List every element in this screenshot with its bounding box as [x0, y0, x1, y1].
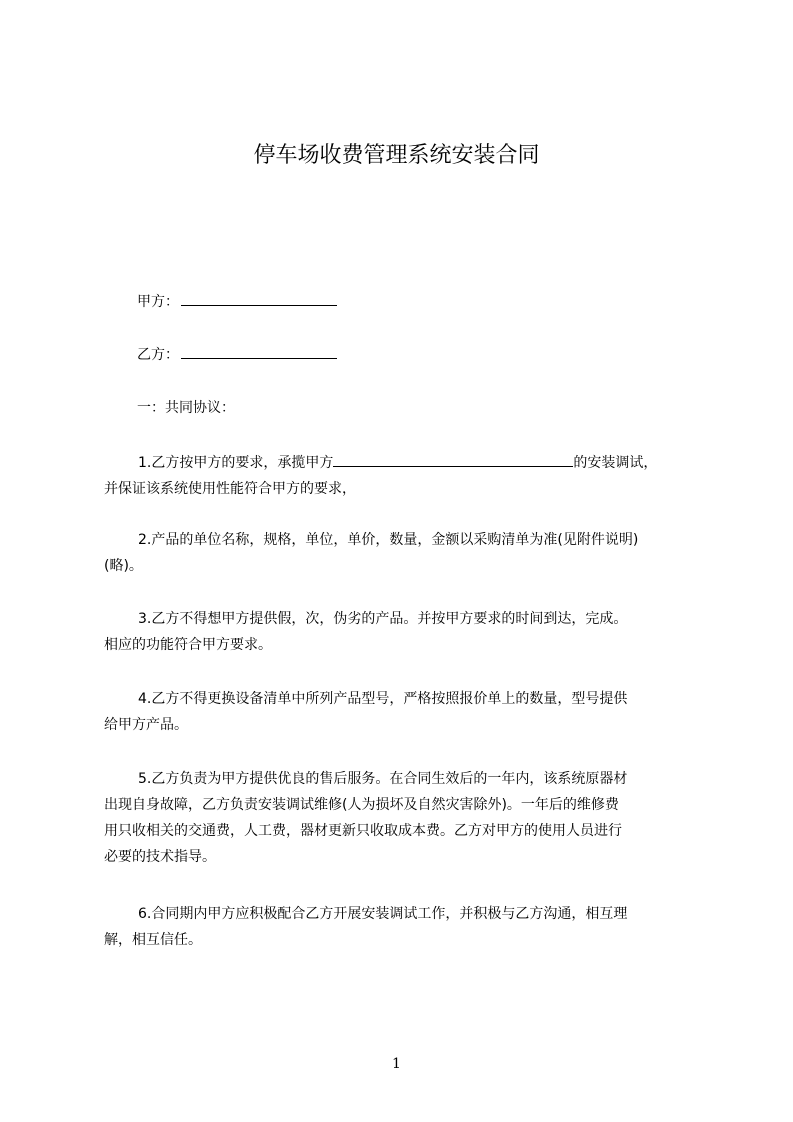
party-a-blank: [181, 291, 337, 306]
page-number: 1: [392, 1056, 401, 1072]
clause-5-line-3: 用只收相关的交通费，人工费，器材更新只收取成本费。乙方对甲方的使用人员进行: [104, 823, 622, 839]
party-a-label: 甲方：: [137, 294, 179, 310]
clause-1-blank: [333, 452, 573, 467]
clause-4-line-2: 给甲方产品。: [104, 717, 188, 733]
clause-6-line-2: 解，相互信任。: [104, 932, 202, 948]
party-b-blank: [181, 344, 337, 359]
party-a-field: [137, 291, 337, 312]
clause-5-line-2: 出现自身故障，乙方负责安装调试维修(人为损坏及自然灾害除外)。一年后的维修费: [104, 797, 619, 813]
clause-1-prefix: 1.乙方按甲方的要求，承揽甲方: [138, 455, 334, 471]
clause-3-line-1: 3.乙方不得想甲方提供假，次，伪劣的产品。并按甲方要求的时间到达，完成。: [138, 611, 628, 627]
clause-2-line-1: 2.产品的单位名称，规格，单位，单价，数量，金额以采购清单为准(见附件说明): [138, 532, 639, 548]
clause-1-line-2: 并保证该系统使用性能符合甲方的要求，: [104, 481, 356, 497]
clause-6-line-1: 6.合同期内甲方应积极配合乙方开展安装调试工作，并积极与乙方沟通，相互理: [138, 906, 628, 922]
clause-1: [104, 450, 704, 502]
clause-2: [104, 527, 704, 579]
clause-5-line-1: 5.乙方负责为甲方提供优良的售后服务。在合同生效后的一年内，该系统原器材: [138, 771, 628, 787]
party-b-label: 乙方：: [137, 347, 179, 363]
clause-1-suffix: 的安装调试，: [573, 455, 658, 471]
clause-3: [104, 606, 704, 658]
clause-1-line-1: [104, 450, 704, 476]
clause-2-line-2: (略)。: [104, 558, 143, 574]
document-title: 停车场收费管理系统安装合同: [253, 143, 540, 168]
clause-5-line-4: 必要的技术指导。: [104, 849, 216, 865]
clause-3-line-2: 相应的功能符合甲方要求。: [104, 637, 272, 653]
clause-4-line-1: 4.乙方不得更换设备清单中所列产品型号，严格按照报价单上的数量，型号提供: [138, 691, 628, 707]
clause-6: [104, 901, 704, 953]
clause-4: [104, 686, 704, 738]
section-heading: 一：共同协议：: [137, 400, 235, 416]
clause-5: [104, 766, 704, 870]
party-b-field: [137, 344, 337, 365]
